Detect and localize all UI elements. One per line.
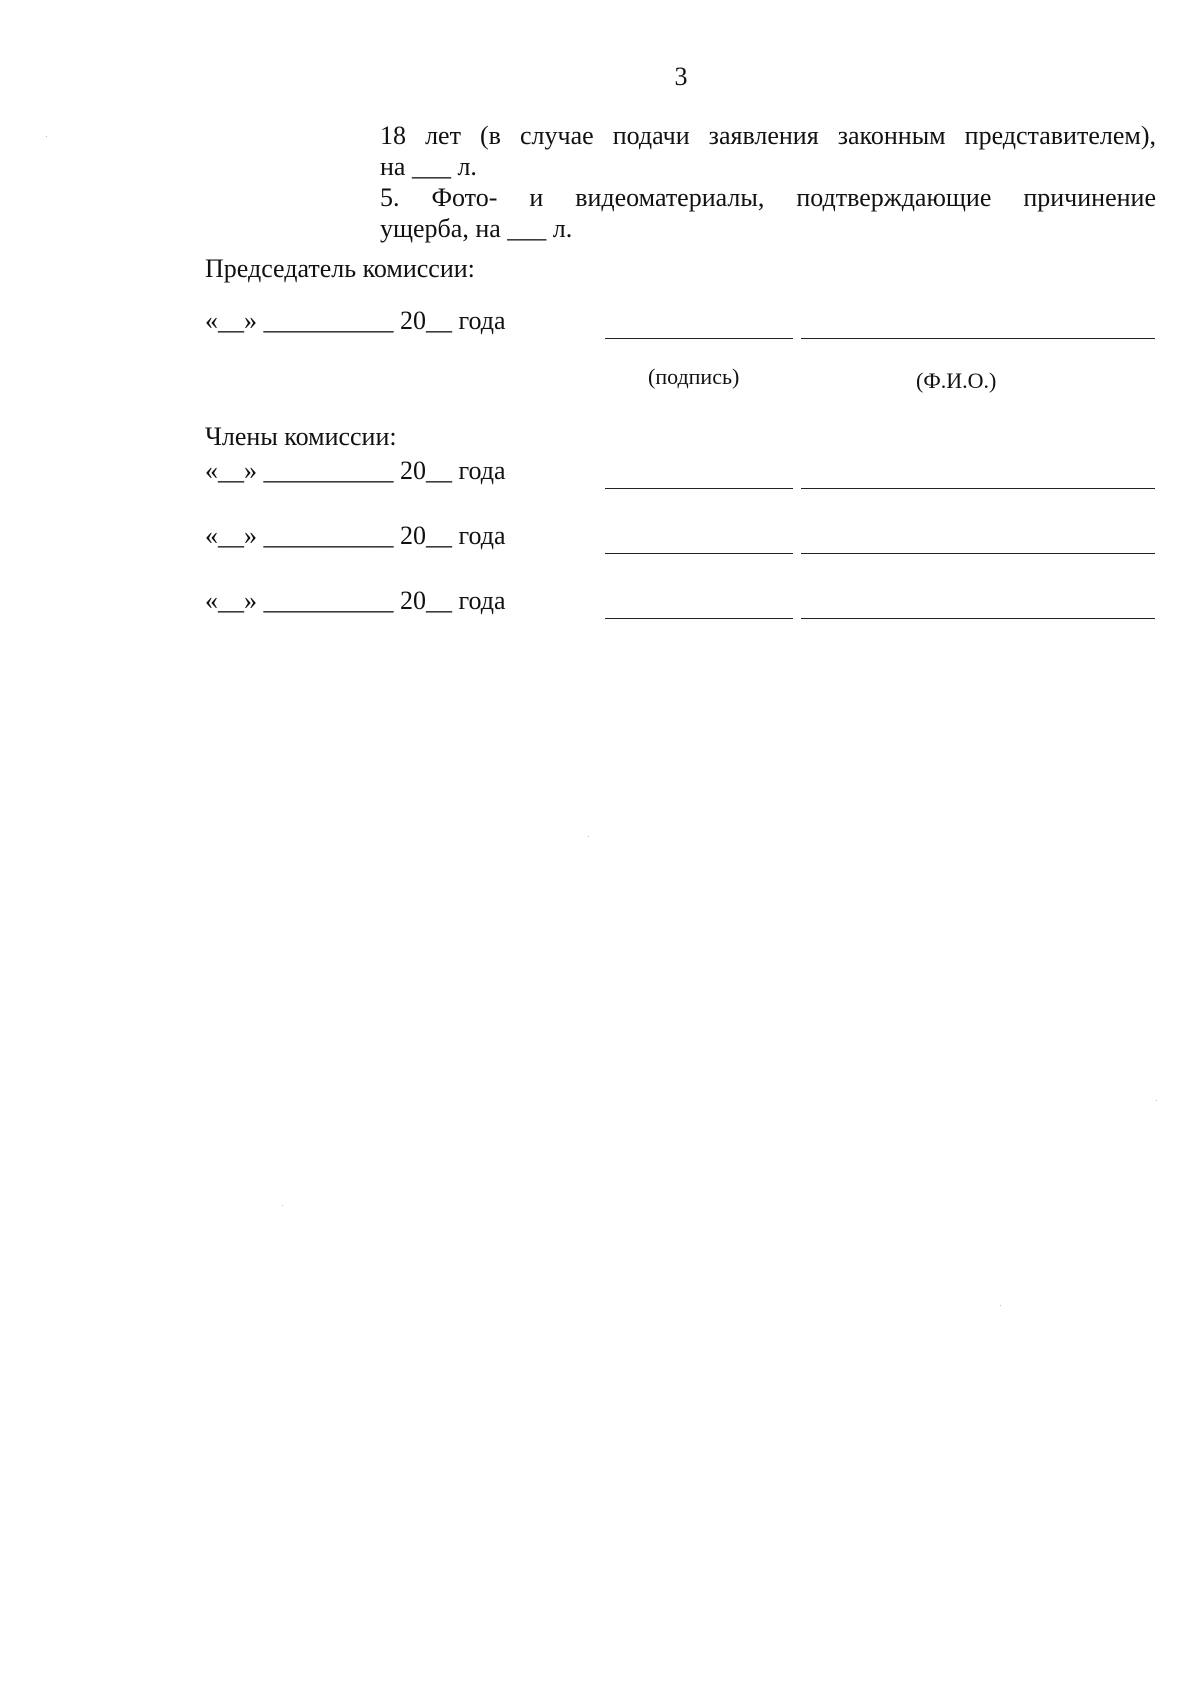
attachment-item-4-line-1: 18 лет (в случае подачи заявления законным представителем), xyxy=(380,121,1156,150)
page-number: 3 xyxy=(674,62,688,91)
member-name-line xyxy=(801,553,1155,554)
member-signature-row xyxy=(205,586,1155,626)
member-signature-line xyxy=(605,553,793,554)
chairman-signature-row xyxy=(205,306,1155,346)
member-name-line xyxy=(801,488,1155,489)
scan-speck xyxy=(46,136,47,137)
member-name-line xyxy=(801,618,1155,619)
attachment-item-5-line-1: 5. Фото- и видеоматериалы, подтверждающие причинение xyxy=(380,183,1156,212)
attachments-list xyxy=(380,120,1156,244)
member-signature-row xyxy=(205,521,1155,561)
scan-speck xyxy=(1000,1305,1001,1306)
attachment-item-5-line-2: ущерба, на ___ л. xyxy=(380,214,573,243)
member-date: «__» __________ 20__ года xyxy=(205,521,506,550)
member-signature-line xyxy=(605,618,793,619)
members-title: Члены комиссии: xyxy=(205,422,397,451)
chairman-date: «__» __________ 20__ года xyxy=(205,306,506,335)
member-signature-row xyxy=(205,456,1155,496)
member-date: «__» __________ 20__ года xyxy=(205,456,506,485)
member-signature-line xyxy=(605,488,793,489)
signature-caption: (подпись) xyxy=(648,364,740,389)
scan-speck xyxy=(1156,1100,1157,1101)
member-date: «__» __________ 20__ года xyxy=(205,586,506,615)
chairman-title: Председатель комиссии: xyxy=(205,254,475,283)
attachment-item-4-line-2: на ___ л. xyxy=(380,152,477,181)
chairman-name-line xyxy=(801,338,1155,339)
scan-speck xyxy=(588,836,589,837)
scan-speck xyxy=(282,1205,283,1206)
name-caption: (Ф.И.О.) xyxy=(916,368,997,393)
chairman-signature-line xyxy=(605,338,793,339)
